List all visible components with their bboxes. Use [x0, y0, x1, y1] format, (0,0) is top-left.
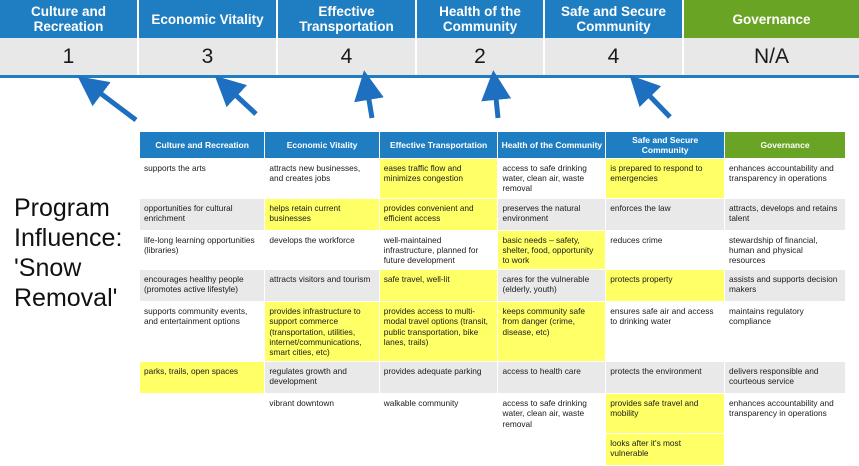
matrix-cell-r0-c3: access to safe drinking water, clean air, waste removal	[498, 159, 606, 199]
priority-score-4: 4	[545, 38, 684, 75]
arrow-safe-secure-community	[642, 88, 670, 117]
matrix-cell-r4-c4: ensures safe air and access to drinking water	[606, 302, 725, 362]
matrix-cell-r7-c4: looks after it's most vulnerable	[606, 433, 725, 465]
matrix-cell-r1-c1: helps retain current businesses	[265, 198, 379, 230]
priority-score-1: 3	[139, 38, 278, 75]
priority-score-0: 1	[0, 38, 139, 75]
matrix-cell-r1-c5: attracts, develops and retains talent	[725, 198, 846, 230]
matrix-cell-r4-c3: keeps community safe from danger (crime, disease, etc)	[498, 302, 606, 362]
matrix-cell-r7-c5	[725, 433, 846, 465]
matrix-column-header-1: Economic Vitality	[265, 132, 379, 159]
matrix-cell-r0-c4: is prepared to respond to emergencies	[606, 159, 725, 199]
priority-header-5: Governance	[684, 0, 859, 38]
matrix-cell-r3-c2: safe travel, well-lit	[379, 270, 498, 302]
matrix-cell-r0-c2: eases traffic flow and minimizes congestion	[379, 159, 498, 199]
table-row	[140, 362, 846, 394]
matrix-cell-r0-c0: supports the arts	[140, 159, 265, 199]
arrow-health-community	[495, 88, 498, 118]
matrix-cell-r3-c5: assists and supports decision makers	[725, 270, 846, 302]
matrix-cell-r3-c1: attracts visitors and tourism	[265, 270, 379, 302]
table-row	[140, 394, 846, 434]
table-row	[140, 230, 846, 270]
table-row	[140, 198, 846, 230]
priority-score-2: 4	[278, 38, 417, 75]
arrow-culture-recreation	[92, 87, 136, 120]
matrix-cell-r5-c4: protects the environment	[606, 362, 725, 394]
matrix-cell-r0-c5: enhances accountability and transparency in operations	[725, 159, 846, 199]
caption-line-2: Influence:	[14, 224, 123, 252]
priority-header-2: Effective Transportation	[278, 0, 417, 38]
matrix-cell-r7-c0	[140, 433, 265, 465]
matrix-cell-r3-c0: encourages healthy people (promotes active lifestyle)	[140, 270, 265, 302]
matrix-cell-r2-c3: basic needs – safety, shelter, food, opportunity to work	[498, 230, 606, 270]
table-row	[140, 270, 846, 302]
matrix-cell-r7-c2	[379, 433, 498, 465]
matrix-cell-r2-c1: develops the workforce	[265, 230, 379, 270]
matrix-cell-r1-c2: provides convenient and efficient access	[379, 198, 498, 230]
influence-matrix	[139, 131, 846, 466]
matrix-cell-r0-c1: attracts new businesses, and creates jobs	[265, 159, 379, 199]
caption-line-1: Program	[14, 194, 110, 222]
matrix-cell-r3-c4: protects property	[606, 270, 725, 302]
caption-line-4: Removal'	[14, 284, 118, 312]
matrix-column-header-4: Safe and Secure Community	[606, 132, 725, 159]
priority-header-4: Safe and Secure Community	[545, 0, 684, 38]
score-band	[0, 38, 859, 78]
matrix-cell-r4-c0: supports community events, and entertainment options	[140, 302, 265, 362]
matrix-column-header-0: Culture and Recreation	[140, 132, 265, 159]
matrix-cell-r5-c2: provides adequate parking	[379, 362, 498, 394]
strategic-priorities-header	[0, 0, 859, 38]
matrix-cell-r6-c3: access to safe drinking water, clean air, waste removal	[498, 394, 606, 434]
arrow-effective-transportation	[367, 88, 372, 118]
arrow-economic-vitality	[228, 88, 256, 114]
table-row	[140, 302, 846, 362]
program-influence-caption	[14, 193, 139, 313]
matrix-cell-r1-c4: enforces the law	[606, 198, 725, 230]
matrix-column-header-5: Governance	[725, 132, 846, 159]
priority-header-0: Culture and Recreation	[0, 0, 139, 38]
table-row	[140, 433, 846, 465]
matrix-cell-r6-c5: enhances accountability and transparency in operations	[725, 394, 846, 434]
matrix-cell-r2-c2: well-maintained infrastructure, planned for future development	[379, 230, 498, 270]
matrix-cell-r5-c5: delivers responsible and courteous service	[725, 362, 846, 394]
matrix-cell-r5-c3: access to health care	[498, 362, 606, 394]
matrix-cell-r4-c1: provides infrastructure to support commerce (transportation, utilities, internet/communications, smart cities, etc)	[265, 302, 379, 362]
matrix-cell-r4-c2: provides access to multi-modal travel options (transit, public transportation, bike lanes, trails)	[379, 302, 498, 362]
table-row	[140, 159, 846, 199]
matrix-cell-r1-c0: opportunities for cultural enrichment	[140, 198, 265, 230]
priority-header-3: Health of the Community	[417, 0, 545, 38]
matrix-cell-r5-c1: regulates growth and development	[265, 362, 379, 394]
priority-score-3: 2	[417, 38, 545, 75]
matrix-cell-r3-c3: cares for the vulnerable (elderly, youth)	[498, 270, 606, 302]
matrix-cell-r4-c5: maintains regulatory compliance	[725, 302, 846, 362]
priority-header-1: Economic Vitality	[139, 0, 278, 38]
matrix-cell-r6-c2: walkable community	[379, 394, 498, 434]
matrix-cell-r1-c3: preserves the natural environment	[498, 198, 606, 230]
matrix-column-header-3: Health of the Community	[498, 132, 606, 159]
priority-score-5: N/A	[753, 44, 789, 68]
matrix-cell-r5-c0: parks, trails, open spaces	[140, 362, 265, 394]
matrix-cell-r2-c5: stewardship of financial, human and physical resources	[725, 230, 846, 270]
matrix-cell-r2-c0: life-long learning opportunities (libraries)	[140, 230, 265, 270]
matrix-cell-r6-c0	[140, 394, 265, 434]
matrix-body	[140, 159, 846, 466]
matrix-header-row	[140, 132, 846, 159]
matrix-cell-r2-c4: reduces crime	[606, 230, 725, 270]
matrix-cell-r6-c1: vibrant downtown	[265, 394, 379, 434]
matrix-cell-r7-c3	[498, 433, 606, 465]
matrix-cell-r6-c4: provides safe travel and mobility	[606, 394, 725, 434]
caption-line-3: 'Snow	[14, 254, 82, 282]
matrix-column-header-2: Effective Transportation	[379, 132, 498, 159]
matrix-cell-r7-c1	[265, 433, 379, 465]
